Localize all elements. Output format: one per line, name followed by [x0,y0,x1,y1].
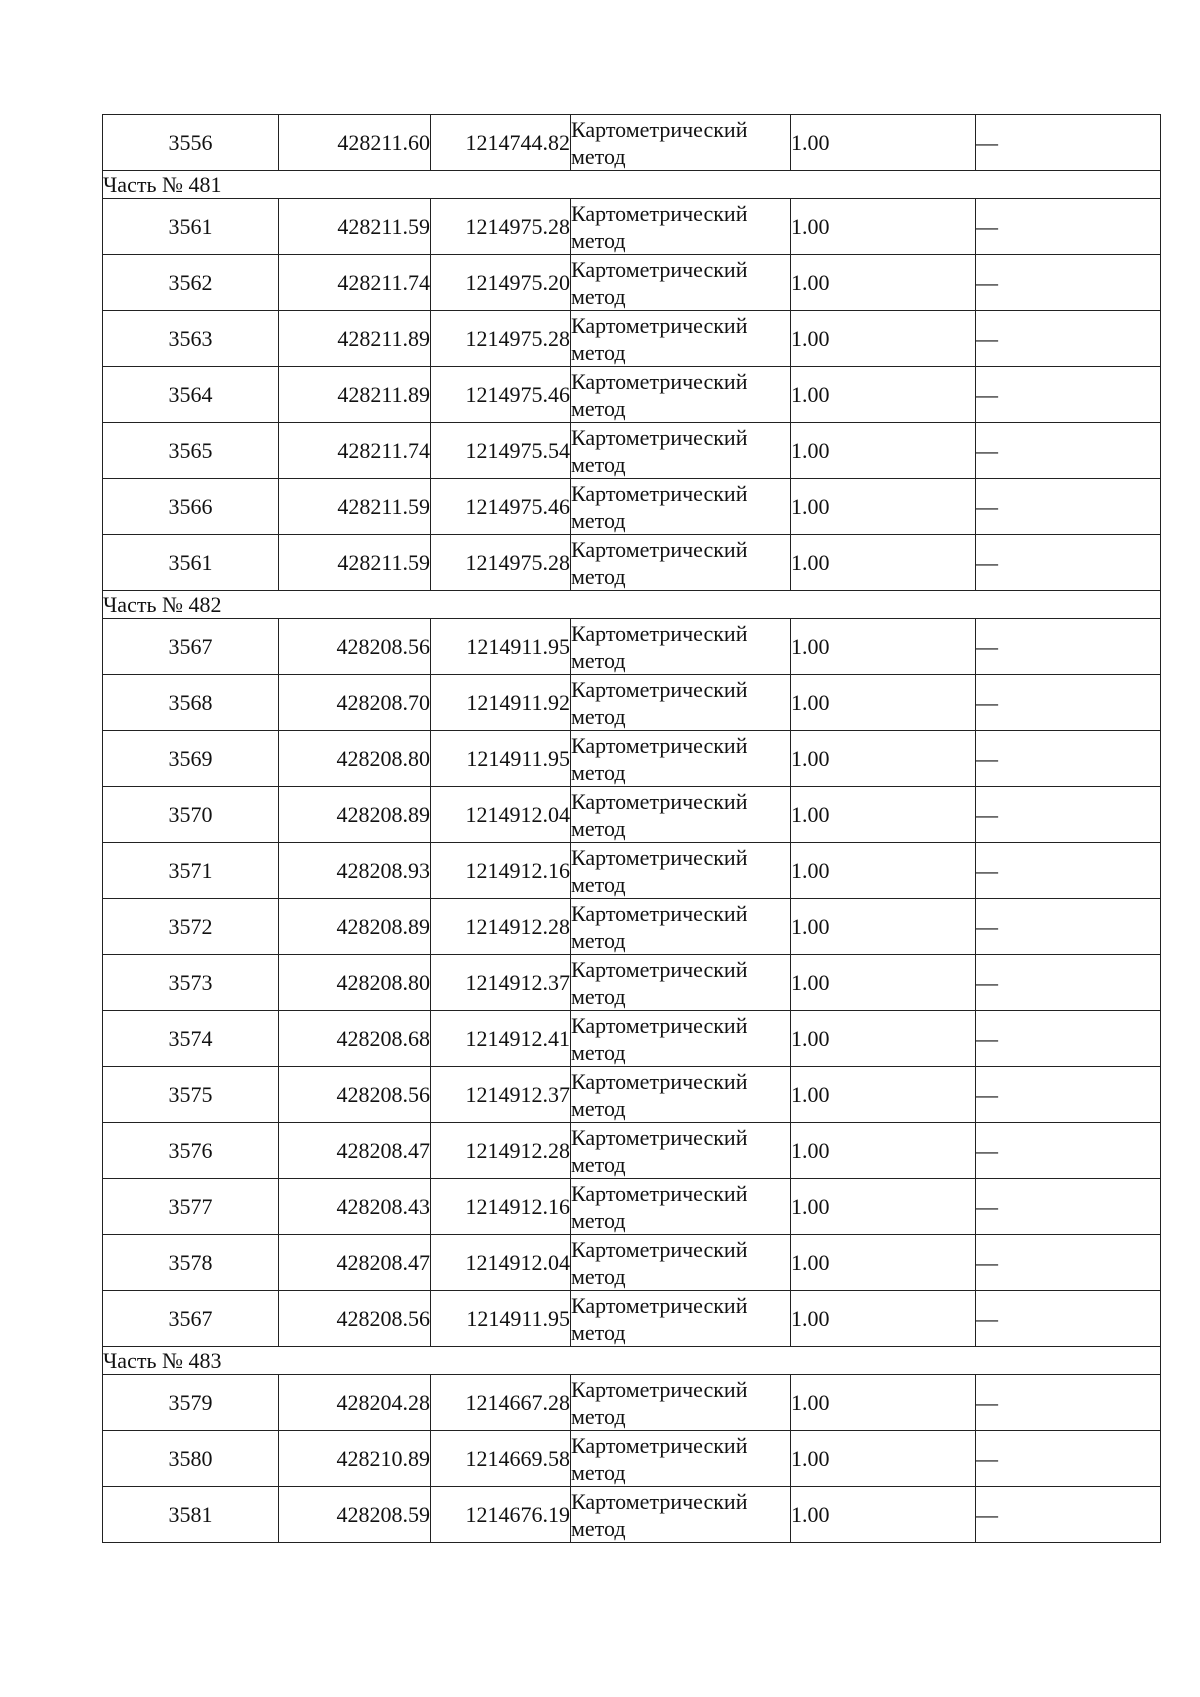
method-cell: Картометрический метод [571,899,791,955]
point-number-cell: 3563 [103,311,279,367]
precision-cell: 1.00 [791,1179,976,1235]
precision-cell: 1.00 [791,899,976,955]
description-cell: — [976,787,1161,843]
method-cell: Картометрический метод [571,619,791,675]
x-coordinate-cell: 428208.80 [279,731,431,787]
x-coordinate-cell: 428204.28 [279,1375,431,1431]
y-coordinate-cell: 1214912.37 [431,955,571,1011]
point-number-cell: 3566 [103,479,279,535]
method-cell: Картометрический метод [571,1487,791,1543]
table-row [103,955,1161,1011]
point-number-cell: 3572 [103,899,279,955]
method-cell: Картометрический метод [571,787,791,843]
x-coordinate-cell: 428211.74 [279,255,431,311]
precision-cell: 1.00 [791,423,976,479]
y-coordinate-cell: 1214975.28 [431,311,571,367]
y-coordinate-cell: 1214912.28 [431,899,571,955]
point-number-cell: 3567 [103,1291,279,1347]
point-number-cell: 3561 [103,535,279,591]
method-cell: Картометрический метод [571,367,791,423]
precision-cell: 1.00 [791,199,976,255]
description-cell: — [976,843,1161,899]
precision-cell: 1.00 [791,1291,976,1347]
y-coordinate-cell: 1214667.28 [431,1375,571,1431]
precision-cell: 1.00 [791,1431,976,1487]
description-cell: — [976,675,1161,731]
y-coordinate-cell: 1214912.16 [431,843,571,899]
point-number-cell: 3556 [103,115,279,171]
description-cell: — [976,1123,1161,1179]
y-coordinate-cell: 1214911.95 [431,619,571,675]
table-row [103,115,1161,171]
table-row [103,1179,1161,1235]
description-cell: — [976,423,1161,479]
precision-cell: 1.00 [791,255,976,311]
x-coordinate-cell: 428208.56 [279,1291,431,1347]
y-coordinate-cell: 1214676.19 [431,1487,571,1543]
table-row [103,1431,1161,1487]
point-number-cell: 3580 [103,1431,279,1487]
method-cell: Картометрический метод [571,731,791,787]
method-cell: Картометрический метод [571,115,791,171]
table-row [103,535,1161,591]
y-coordinate-cell: 1214975.28 [431,535,571,591]
point-number-cell: 3561 [103,199,279,255]
table-row [103,675,1161,731]
table-row [103,423,1161,479]
description-cell: — [976,535,1161,591]
x-coordinate-cell: 428208.47 [279,1235,431,1291]
precision-cell: 1.00 [791,1375,976,1431]
x-coordinate-cell: 428211.59 [279,535,431,591]
description-cell: — [976,1235,1161,1291]
point-number-cell: 3576 [103,1123,279,1179]
x-coordinate-cell: 428211.74 [279,423,431,479]
table-row [103,367,1161,423]
point-number-cell: 3577 [103,1179,279,1235]
x-coordinate-cell: 428211.59 [279,479,431,535]
description-cell: — [976,367,1161,423]
method-cell: Картометрический метод [571,1375,791,1431]
y-coordinate-cell: 1214975.20 [431,255,571,311]
description-cell: — [976,255,1161,311]
point-number-cell: 3571 [103,843,279,899]
precision-cell: 1.00 [791,535,976,591]
point-number-cell: 3575 [103,1067,279,1123]
table-row [103,199,1161,255]
section-header-row [103,171,1161,199]
y-coordinate-cell: 1214975.54 [431,423,571,479]
coordinates-table-body [103,115,1161,1543]
description-cell: — [976,731,1161,787]
precision-cell: 1.00 [791,731,976,787]
y-coordinate-cell: 1214912.04 [431,1235,571,1291]
method-cell: Картометрический метод [571,199,791,255]
precision-cell: 1.00 [791,843,976,899]
method-cell: Картометрический метод [571,675,791,731]
method-cell: Картометрический метод [571,479,791,535]
description-cell: — [976,199,1161,255]
table-row [103,843,1161,899]
x-coordinate-cell: 428208.93 [279,843,431,899]
method-cell: Картометрический метод [571,1011,791,1067]
precision-cell: 1.00 [791,1235,976,1291]
method-cell: Картометрический метод [571,1235,791,1291]
y-coordinate-cell: 1214912.28 [431,1123,571,1179]
x-coordinate-cell: 428208.89 [279,787,431,843]
precision-cell: 1.00 [791,619,976,675]
precision-cell: 1.00 [791,1123,976,1179]
point-number-cell: 3564 [103,367,279,423]
section-header-row [103,1347,1161,1375]
description-cell: — [976,1011,1161,1067]
y-coordinate-cell: 1214744.82 [431,115,571,171]
method-cell: Картометрический метод [571,955,791,1011]
method-cell: Картометрический метод [571,1431,791,1487]
method-cell: Картометрический метод [571,311,791,367]
x-coordinate-cell: 428208.70 [279,675,431,731]
point-number-cell: 3562 [103,255,279,311]
description-cell: — [976,955,1161,1011]
method-cell: Картометрический метод [571,1179,791,1235]
section-header-row [103,591,1161,619]
description-cell: — [976,1375,1161,1431]
description-cell: — [976,479,1161,535]
section-label: Часть № 481 [103,171,1161,199]
precision-cell: 1.00 [791,367,976,423]
method-cell: Картометрический метод [571,1067,791,1123]
x-coordinate-cell: 428211.59 [279,199,431,255]
table-row [103,1487,1161,1543]
point-number-cell: 3568 [103,675,279,731]
x-coordinate-cell: 428208.56 [279,619,431,675]
x-coordinate-cell: 428211.89 [279,311,431,367]
y-coordinate-cell: 1214912.04 [431,787,571,843]
x-coordinate-cell: 428208.43 [279,1179,431,1235]
description-cell: — [976,311,1161,367]
description-cell: — [976,1067,1161,1123]
section-label: Часть № 483 [103,1347,1161,1375]
description-cell: — [976,115,1161,171]
y-coordinate-cell: 1214911.95 [431,731,571,787]
y-coordinate-cell: 1214912.41 [431,1011,571,1067]
table-row [103,479,1161,535]
method-cell: Картометрический метод [571,255,791,311]
table-row [103,899,1161,955]
precision-cell: 1.00 [791,1067,976,1123]
precision-cell: 1.00 [791,311,976,367]
method-cell: Картометрический метод [571,1291,791,1347]
table-row [103,619,1161,675]
table-row [103,787,1161,843]
precision-cell: 1.00 [791,1011,976,1067]
y-coordinate-cell: 1214912.16 [431,1179,571,1235]
description-cell: — [976,619,1161,675]
method-cell: Картометрический метод [571,423,791,479]
point-number-cell: 3573 [103,955,279,1011]
point-number-cell: 3565 [103,423,279,479]
y-coordinate-cell: 1214975.46 [431,367,571,423]
x-coordinate-cell: 428210.89 [279,1431,431,1487]
point-number-cell: 3569 [103,731,279,787]
table-row [103,1067,1161,1123]
point-number-cell: 3579 [103,1375,279,1431]
x-coordinate-cell: 428211.89 [279,367,431,423]
y-coordinate-cell: 1214911.92 [431,675,571,731]
table-row [103,311,1161,367]
x-coordinate-cell: 428208.56 [279,1067,431,1123]
section-label: Часть № 482 [103,591,1161,619]
y-coordinate-cell: 1214669.58 [431,1431,571,1487]
point-number-cell: 3574 [103,1011,279,1067]
table-row [103,1123,1161,1179]
precision-cell: 1.00 [791,787,976,843]
x-coordinate-cell: 428208.89 [279,899,431,955]
x-coordinate-cell: 428208.80 [279,955,431,1011]
precision-cell: 1.00 [791,479,976,535]
y-coordinate-cell: 1214975.46 [431,479,571,535]
method-cell: Картометрический метод [571,843,791,899]
description-cell: — [976,1179,1161,1235]
y-coordinate-cell: 1214912.37 [431,1067,571,1123]
description-cell: — [976,1291,1161,1347]
coordinates-table [102,114,1161,1543]
point-number-cell: 3581 [103,1487,279,1543]
point-number-cell: 3578 [103,1235,279,1291]
method-cell: Картометрический метод [571,1123,791,1179]
precision-cell: 1.00 [791,955,976,1011]
table-row [103,1011,1161,1067]
point-number-cell: 3567 [103,619,279,675]
precision-cell: 1.00 [791,115,976,171]
table-row [103,1235,1161,1291]
x-coordinate-cell: 428211.60 [279,115,431,171]
y-coordinate-cell: 1214975.28 [431,199,571,255]
precision-cell: 1.00 [791,1487,976,1543]
x-coordinate-cell: 428208.59 [279,1487,431,1543]
description-cell: — [976,899,1161,955]
table-row [103,1375,1161,1431]
table-row [103,1291,1161,1347]
method-cell: Картометрический метод [571,535,791,591]
table-row [103,255,1161,311]
y-coordinate-cell: 1214911.95 [431,1291,571,1347]
precision-cell: 1.00 [791,675,976,731]
description-cell: — [976,1487,1161,1543]
x-coordinate-cell: 428208.47 [279,1123,431,1179]
x-coordinate-cell: 428208.68 [279,1011,431,1067]
point-number-cell: 3570 [103,787,279,843]
table-row [103,731,1161,787]
description-cell: — [976,1431,1161,1487]
